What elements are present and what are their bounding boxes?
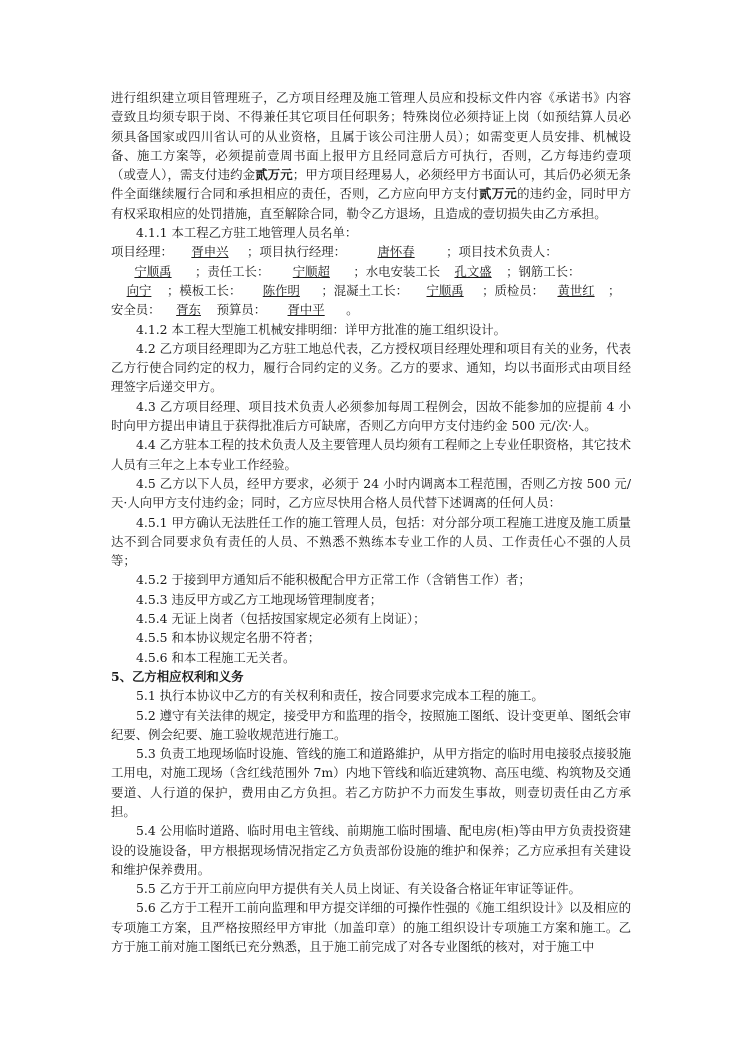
clause-5-2: 5.2 遵守有关法律的规定，接受甲方和监理的指令，按照施工图纸、设计变更单、图纸会审纪要、例会纪要、施工验收规范进行施工。 xyxy=(111,707,631,742)
clause-4-5: 4.5 乙方以下人员，经甲方要求，必须于 24 小时内调离本工程范围，否则乙方按 500 元/天·人向甲方支付违约金；同时，乙方应尽快用合格人员代替下述调离的任何人员： xyxy=(111,475,631,511)
clause-4-5-6: 4.5.6 和本工程施工无关者。 xyxy=(136,649,296,665)
clause-4-3: 4.3 乙方项目经理、项目技术负责人必须参加每周工程例会，因故不能参加的应提前 4 小时向甲方提出申请且于获得批准后方可缺席，否则乙方向甲方支付违约金 500 元/次·人。 xyxy=(111,398,631,434)
clause-4-4: 4.4 乙方驻本工程的技术负责人及主要管理人员均须有工程师之上专业任职资格，其它技术人员有三年之上本专业工作经验。 xyxy=(111,437,631,472)
roster-value-exec-manager: 唐怀春 xyxy=(377,244,415,260)
text-run: 进行组织建立项目管理班子，乙方项目经理及施工管理人员应和投标文件内容《承诺书》内容壹致且均须专职于岗、不得兼任其它项目任何职务；特殊岗位必须持证上岗（如预结算人员必须具备国家或四川省认可的从业资格，且属于该公司注册人员）；如需变更人员安排、机械设备、施工方案等，必须提前壹周书面上报甲方且经同意后方可执行，否则，乙方每违约壹项（或壹人），需支付违约金 xyxy=(111,90,631,183)
text-run: ；甲方项目经理易人，必须经甲方书面认可，其后仍必须无条件全面继续履行合同和承担相应的责任，否则，乙方应向甲方支付 xyxy=(111,167,632,202)
paragraph-intro xyxy=(111,88,631,223)
roster-label: ；项目执行经理： xyxy=(246,244,347,260)
clause-4-5-3: 4.5.3 违反甲方或乙方工地现场管理制度者； xyxy=(136,591,383,607)
roster-label: 项目经理： xyxy=(111,244,173,260)
roster-label: ；水电安装工长 xyxy=(353,263,441,279)
clause-4-5-1: 4.5.1 甲方确认无法胜任工作的施工管理人员，包括：对分部分项工程施工进度及施工质量达不到合同要求负有责任的人员、不熟悉不熟练本专业工作的人员、工作责任心不强的人员等； xyxy=(111,514,631,569)
clause-5-4: 5.4 公用临时道路、临时用电主管线、前期施工临时围墙、配电房(柜)等由甲方负责投资建设的设施设备，甲方根据现场情况指定乙方负责部份设施的维护和保养；乙方应承担有关建设和维护保养费用。 xyxy=(111,823,631,877)
clause-4-5-4: 4.5.4 无证上岗者（包括按国家规定必须有上岗证）； xyxy=(136,611,426,627)
roster-value-budget-officer: 胥中平 xyxy=(287,302,325,318)
roster-value-concrete-foreman: 宁顺禹 xyxy=(426,282,464,298)
roster-value-rebar-foreman: 向宁 xyxy=(126,282,152,298)
roster-value-qc-inspector: 黄世红 xyxy=(557,282,595,298)
clause-4-1-2: 4.1.2 本工程大型施工机械安排明细：详甲方批准的施工组织设计。 xyxy=(136,321,507,337)
roster-label: ；模板工长： xyxy=(167,282,242,298)
clause-4-1-1: 4.1.1 本工程乙方驻工地管理人员名单： xyxy=(136,225,358,241)
section-heading-5: 5、乙方相应权利和义务 xyxy=(111,668,244,684)
penalty-amount-2: 贰万元 xyxy=(479,186,518,202)
roster-value-formwork-foreman: 陈作明 xyxy=(262,282,300,298)
roster-label: ；项目技术负责人： xyxy=(446,244,558,260)
roster-label: ；混凝土工长： xyxy=(321,282,409,298)
roster-label: ；钢筋工长： xyxy=(506,263,581,279)
clause-5-6: 5.6 乙方于工程开工前向监理和甲方提交详细的可操作性强的《施工组织设计》以及相应的专项施工方案，且严格按照经甲方审批（加盖印章）的施工组织设计专项施工方案和施工。乙方于施工前对施工图纸已充分熟悉，且于施工前完成了对各专业图纸的核对，对于施工中 xyxy=(111,900,631,955)
document-page xyxy=(111,88,631,956)
roster-label: ；安全员： xyxy=(111,282,621,318)
roster-value-tech-lead: 宁顺禹 xyxy=(134,263,172,279)
text-run: 的违约金，同时甲方有权采取相应的处罚措施，直至解除合同，勒令乙方退场，且造成的壹切损失由乙方承担。 xyxy=(111,186,632,221)
clause-5-1: 5.1 执行本协议中乙方的有关权利和责任，按合同要求完成本工程的施工。 xyxy=(136,688,544,704)
roster-label: 预算员： xyxy=(216,302,267,318)
clause-4-5-2: 4.5.2 于接到甲方通知后不能积极配合甲方正常工作（含销售工作）者； xyxy=(136,572,531,588)
roster-value-safety-officer: 胥东 xyxy=(176,302,201,318)
clause-4-5-5: 4.5.5 和本协议规定名册不符者； xyxy=(136,630,321,646)
roster-value-project-manager: 胥申兴 xyxy=(191,244,229,260)
penalty-amount-1: 贰万元 xyxy=(255,167,293,183)
clause-4-2: 4.2 乙方项目经理即为乙方驻工地总代表，乙方授权项目经理处理和项目有关的业务，代表乙方行使合同约定的权力，履行合同约定的义务。乙方的要求、通知，均以书面形式由项目经理签字后递交甲方。 xyxy=(111,340,631,395)
roster-value-mep-foreman: 孔文盛 xyxy=(454,263,492,279)
roster-value-foreman: 宁顺超 xyxy=(292,263,330,279)
clause-5-5: 5.5 乙方于开工前应向甲方提供有关人员上岗证、有关设备合格证年审证等证件。 xyxy=(136,881,581,897)
staff-roster xyxy=(111,242,631,319)
clause-5-3: 5.3 负责工地现场临时设施、管线的施工和道路維护，从甲方指定的临时用电接驳点接驳施工用电，对施工现场（含红线范围外 7m）内地下管线和临近建筑物、高压电缆、构筑物及交通要道、人行道的保护，费用由乙方负担。若乙方防护不力而发生事故，则壹切责任由乙方承担。 xyxy=(111,746,631,819)
roster-end: 。 xyxy=(346,302,359,318)
roster-label: ；质检员： xyxy=(482,282,545,298)
roster-label: ；责任工长： xyxy=(195,263,270,279)
